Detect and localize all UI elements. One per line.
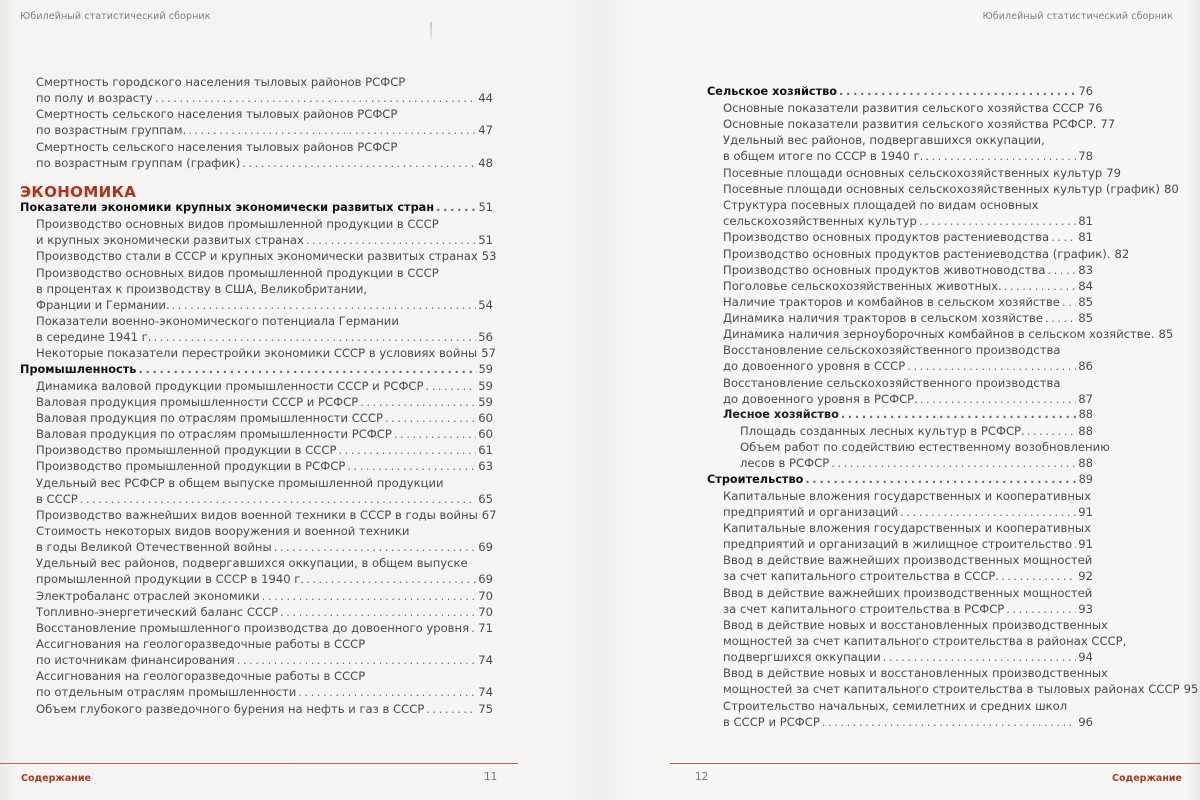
toc-entry-text: Показатели военно-экономического потенциала Германии	[36, 314, 399, 329]
toc-entry-text: Динамика наличия тракторов в сельском хозяйстве	[723, 311, 1043, 326]
toc-page-number: 91	[1078, 537, 1093, 552]
toc-entry-text: Посевные площади основных сельскохозяйственных культур	[723, 165, 1103, 180]
toc-entry[interactable]	[36, 426, 493, 442]
toc-page-number: 47	[478, 123, 493, 138]
toc-section-entry[interactable]	[707, 472, 1093, 488]
running-head: Юбилейный статистический сборник	[20, 11, 211, 22]
dot-leader	[153, 329, 476, 345]
footer-label: Содержание	[1112, 773, 1182, 784]
dot-leader	[1006, 601, 1076, 617]
toc-page-number: 53	[481, 249, 497, 264]
toc-entry-text: Стоимость некоторых видов вооружения и военной техники	[36, 524, 410, 538]
dot-leader	[347, 458, 476, 474]
toc-entry-text: Поголовье сельскохозяйственных животных.	[723, 278, 1002, 293]
toc-entry-text: Топливно-энергетический баланс СССР	[36, 604, 279, 619]
toc-entry-text: Производство промышленной продукции в СССР	[36, 443, 337, 458]
toc-entry[interactable]	[723, 617, 1127, 665]
toc-page-number: 44	[478, 91, 493, 105]
toc-entry-text: Восстановление сельскохозяйственного производства	[723, 375, 1061, 390]
toc-entry-text: Капитальные вложения государственных и кооперативных	[723, 521, 1091, 536]
toc-entry[interactable]	[723, 665, 1199, 697]
toc-entry[interactable]	[723, 165, 1121, 181]
toc-entry[interactable]	[723, 278, 1093, 294]
toc-entry[interactable]	[36, 106, 493, 138]
toc-page-number: 70	[478, 588, 493, 603]
toc-entry[interactable]	[36, 410, 493, 426]
dot-leader	[274, 539, 477, 555]
toc-entry-text: Сельское хозяйство	[707, 85, 838, 98]
dot-leader	[155, 90, 476, 106]
dot-leader	[471, 620, 476, 636]
dot-leader	[237, 652, 477, 668]
toc-entry-text: Производство стали в СССР и крупных экономически развитых странах	[36, 249, 478, 264]
toc-entry-text: Капитальные вложения государственных и кооперативных	[723, 488, 1091, 503]
toc-entry-text: Лесное хозяйство	[723, 408, 839, 421]
toc-entry[interactable]	[36, 458, 493, 474]
toc-entry-text: Удельный вес РСФСР в общем выпуске промышленной продукции	[36, 475, 444, 490]
toc-entry[interactable]	[723, 229, 1093, 245]
toc-page-number: 86	[1078, 359, 1093, 374]
toc-entry-text: Производство основных видов промышленной продукции в СССР	[36, 265, 439, 280]
toc-entry[interactable]	[740, 439, 1110, 471]
toc-page-number: 74	[478, 653, 493, 668]
toc-entry-text: Наличие тракторов и комбайнов в сельском хозяйстве	[723, 294, 1060, 309]
toc-entry-text: Валовая продукция по отраслям промышленности СССР	[36, 410, 383, 425]
dot-leader	[426, 701, 476, 717]
toc-entry-text: в процентах к производству в США, Великобритании,	[36, 281, 368, 296]
toc-entry[interactable]	[36, 555, 493, 587]
toc-page-number: 70	[478, 604, 493, 619]
toc-entry-text: Строительство начальных, семилетних и средних школ	[723, 698, 1068, 713]
dot-leader	[280, 604, 476, 620]
toc-page-number: 81	[1078, 230, 1093, 245]
toc-page-number: 79	[1106, 165, 1121, 180]
toc-entry-text: подвергшихся оккупации	[723, 649, 881, 664]
toc-entry-text: лесов в РСФСР	[740, 456, 830, 471]
toc-entry[interactable]	[723, 116, 1116, 132]
toc-entry-text: Восстановление промышленного производства до довоенного уровня	[36, 620, 470, 635]
toc-page-number: 93	[1078, 601, 1093, 616]
dot-leader	[242, 155, 476, 171]
dot-leader	[188, 122, 476, 138]
section-title: ЭКОНОМИКА	[20, 183, 137, 201]
toc-page-number: 48	[478, 155, 493, 170]
toc-entry[interactable]	[723, 246, 1130, 262]
toc-entry[interactable]	[36, 74, 493, 106]
dot-leader	[80, 491, 476, 507]
dot-leader	[1027, 423, 1077, 439]
toc-entry-text: Ассигнования на геологоразведочные работы в СССР	[36, 669, 366, 684]
toc-entry[interactable]	[740, 423, 1093, 439]
dot-leader	[919, 213, 1076, 229]
toc-page-number: 85	[1158, 327, 1174, 342]
toc-entry-text: по возрастным группам.	[36, 123, 187, 138]
toc-entry-text: Динамика наличия зерноуборочных комбайнов в сельском хозяйстве.	[723, 327, 1155, 342]
toc-entry-text: Основные показатели развития сельского хозяйства СССР	[723, 101, 1084, 116]
toc-entry[interactable]	[36, 394, 493, 410]
dot-leader	[262, 588, 477, 604]
toc-entry-text: Электробаланс отраслей экономики	[36, 588, 260, 603]
toc-entry-text: до довоенного уровня в РСФСР.	[723, 391, 918, 406]
page-number: 11	[484, 771, 498, 783]
toc-page-number: 75	[478, 701, 493, 716]
dot-leader	[436, 200, 477, 216]
toc-page-number: 76	[1078, 85, 1093, 98]
dot-leader	[138, 362, 476, 378]
dot-leader	[883, 649, 1076, 665]
toc-page-number: 95	[1183, 682, 1199, 697]
toc-entry-text: мощностей за счет капитального строительства в тыловых районах СССР	[723, 682, 1180, 697]
toc-page-number: 96	[1078, 714, 1093, 729]
footer-rule	[0, 763, 518, 764]
toc-entry-text: предприятий и организаций в жилищное строительство	[723, 537, 1073, 552]
toc-entry-text: Франции и Германии.	[36, 297, 170, 312]
toc-entry[interactable]	[723, 520, 1093, 552]
toc-entry-text: в середине 1941 г.	[36, 330, 152, 345]
toc-entry[interactable]	[36, 265, 493, 313]
toc-page-number: 63	[478, 459, 493, 474]
dot-leader	[385, 410, 476, 426]
toc-page-number: 88	[1078, 456, 1093, 471]
dot-leader	[394, 426, 476, 442]
toc-entry-text: Посевные площади основных сельскохозяйственных культур (график)	[723, 181, 1160, 196]
toc-entry-text: Производство основных видов промышленной продукции в СССР	[36, 217, 439, 232]
toc-page-number: 76	[1087, 101, 1103, 116]
toc-entry[interactable]	[36, 620, 493, 636]
toc-page-number: 51	[478, 201, 493, 214]
toc-entry-text: предприятий и организаций	[723, 504, 899, 519]
toc-entry-text: Ввод в действие новых и восстановленных производственных	[723, 617, 1108, 632]
toc-page-number: 51	[478, 233, 493, 248]
toc-page-number: 54	[478, 297, 493, 312]
toc-page-number: 69	[478, 572, 493, 587]
toc-entry[interactable]	[723, 310, 1093, 326]
dot-leader	[1051, 229, 1076, 245]
toc-entry-text: Валовая продукция по отраслям промышленности РСФСР	[36, 427, 392, 442]
paper-blemish	[430, 22, 432, 40]
toc-page-number: 81	[1078, 214, 1093, 229]
toc-page-number: 65	[478, 491, 493, 506]
toc-entry-text: Производство важнейших видов военной техники в СССР в годы войны	[36, 507, 478, 522]
toc-entry-text: Производство основных продуктов животноводства	[723, 262, 1046, 277]
toc-subsection-entry[interactable]	[723, 407, 1093, 423]
toc-page-number: 56	[478, 330, 493, 345]
dot-leader	[805, 472, 1076, 488]
toc-entry-text: Восстановление сельскохозяйственного производства	[723, 343, 1061, 358]
dot-leader	[426, 378, 477, 394]
toc-entry[interactable]	[36, 668, 493, 700]
dot-leader	[1045, 310, 1076, 326]
dot-leader	[1001, 568, 1076, 584]
toc-entry-text: до довоенного уровня в СССР	[723, 359, 906, 374]
dot-leader	[306, 232, 476, 248]
toc-entry-text: Производство основных продуктов растениеводства	[723, 230, 1050, 245]
toc-entry-text: Смертность сельского населения тыловых районов РСФСР	[36, 139, 398, 154]
toc-entry-text: Объем работ по содействию естественному возобновлению	[740, 440, 1110, 455]
toc-entry[interactable]	[36, 442, 493, 458]
footer-label: Содержание	[21, 773, 91, 784]
dot-leader	[841, 407, 1077, 423]
toc-entry[interactable]	[36, 216, 493, 248]
toc-section-entry[interactable]	[20, 200, 493, 216]
toc-entry-text: Показатели экономики крупных экономически развитых стран	[20, 201, 435, 214]
toc-entry[interactable]	[723, 262, 1093, 278]
toc-entry[interactable]	[36, 636, 493, 668]
toc-page-number: 88	[1078, 408, 1093, 421]
toc-entry-text: по возрастным группам (график)	[36, 155, 241, 170]
toc-entry-text: в СССР	[36, 491, 78, 506]
toc-page-number: 57	[481, 346, 496, 361]
toc-entry-text: промышленной продукции в СССР в 1940 г.	[36, 572, 305, 587]
toc-page-number: 61	[478, 443, 493, 458]
toc-page-number: 69	[478, 540, 493, 554]
toc-page-number: 60	[478, 427, 493, 442]
dot-leader	[925, 148, 1076, 164]
dot-leader	[1047, 262, 1076, 278]
toc-entry[interactable]	[723, 342, 1093, 374]
toc-entry[interactable]	[36, 507, 497, 523]
toc-entry[interactable]	[36, 701, 493, 717]
toc-entry-text: Производство основных продуктов растениеводства (график).	[723, 246, 1111, 261]
toc-entry-text: по источникам финансирования	[36, 653, 235, 668]
toc-entry-text: Ввод в действие важнейших производственных мощностей	[723, 585, 1093, 600]
toc-entry[interactable]	[36, 475, 493, 507]
toc-page-number: 80	[1163, 181, 1179, 196]
toc-entry-text: Смертность сельского населения тыловых районов РСФСР	[36, 107, 398, 122]
footer-rule	[670, 763, 1200, 764]
toc-page-number: 85	[1078, 294, 1093, 309]
toc-page-number: 67	[481, 507, 497, 522]
toc-entry[interactable]	[36, 604, 493, 620]
toc-entry[interactable]	[723, 100, 1103, 116]
toc-entry-text: Некоторые показатели перестройки экономики СССР в условиях войны	[36, 346, 478, 361]
toc-entry-text: за счет капитального строительства в СССР.	[723, 569, 1000, 584]
toc-page-number: 89	[1078, 472, 1093, 486]
toc-entry-text: в общем итоге по СССР в 1940 г.	[723, 149, 924, 164]
toc-page-number: 82	[1114, 246, 1130, 261]
toc-entry-text: и крупных экономически развитых странах	[36, 233, 304, 248]
toc-entry-text: Объем глубокого разведочного бурения на нефть и газ в СССР	[36, 701, 425, 716]
toc-entry-text: Валовая продукция промышленности СССР и РСФСР	[36, 394, 359, 409]
dot-leader	[831, 455, 1076, 471]
toc-entry-text: Производство промышленной продукции в РСФСР	[36, 459, 346, 474]
toc-entry-text: Динамика валовой продукции промышленности СССР и РСФСР	[36, 378, 424, 393]
dot-leader	[1004, 278, 1077, 294]
toc-page-number: 59	[478, 362, 493, 376]
toc-page-number: 94	[1078, 649, 1093, 664]
toc-entry[interactable]	[723, 181, 1179, 197]
page-number: 12	[695, 771, 709, 783]
toc-entry-text: Площадь созданных лесных культур в РСФСР.	[740, 424, 1025, 439]
toc-entry-text: Строительство	[707, 472, 804, 486]
toc-entry[interactable]	[36, 248, 497, 264]
toc-page-number: 84	[1078, 278, 1093, 293]
toc-entry[interactable]	[723, 488, 1093, 520]
running-head: Юбилейный статистический сборник	[982, 11, 1173, 22]
toc-section-entry[interactable]	[707, 84, 1093, 100]
toc-page-number: 59	[478, 394, 493, 409]
toc-entry-text: по полу и возрасту	[36, 91, 153, 105]
toc-page-number: 83	[1078, 262, 1093, 277]
toc-page-number: 88	[1078, 424, 1093, 439]
toc-entry[interactable]	[723, 698, 1093, 730]
dot-leader	[338, 442, 476, 458]
dot-leader	[822, 714, 1076, 730]
toc-entry[interactable]	[723, 197, 1093, 229]
toc-page-number: 71	[478, 620, 493, 635]
toc-entry-text: мощностей за счет капитального строительства в районах СССР,	[723, 633, 1127, 648]
toc-section-entry[interactable]	[20, 362, 493, 378]
toc-entry[interactable]	[723, 585, 1093, 617]
toc-entry-text: Структура посевных площадей по видам основных	[723, 198, 1039, 213]
toc-entry[interactable]	[36, 588, 493, 604]
toc-entry[interactable]	[723, 132, 1093, 164]
toc-entry[interactable]	[36, 378, 493, 394]
toc-entry[interactable]	[36, 345, 496, 361]
right-page	[600, 0, 1200, 800]
toc-entry-text: по отдельным отраслям промышленности	[36, 685, 297, 700]
toc-entry[interactable]	[36, 313, 493, 345]
dot-leader	[1062, 294, 1076, 310]
toc-entry-text: в годы Великой Отечественной войны	[36, 540, 272, 554]
toc-page-number: 60	[478, 410, 493, 425]
toc-entry-text: Промышленность	[20, 362, 137, 376]
dot-leader	[920, 391, 1076, 407]
toc-entry-text: Удельный вес районов, подвергавшихся оккупации, в общем выпуске	[36, 556, 468, 571]
toc-entry-text: Основные показатели развития сельского хозяйства РСФСР.	[723, 117, 1097, 132]
dot-leader	[900, 504, 1076, 520]
dot-leader	[360, 394, 476, 410]
dot-leader	[172, 297, 477, 313]
toc-page-number: 91	[1078, 504, 1093, 519]
toc-page-number: 85	[1078, 311, 1093, 326]
toc-page-number: 92	[1078, 569, 1093, 584]
toc-page-number: 74	[478, 685, 493, 700]
toc-entry-text: Ввод в действие новых и восстановленных производственных	[723, 666, 1108, 681]
toc-entry-text: Удельный вес районов, подвергавшихся оккупации,	[723, 133, 1045, 148]
toc-entry-text: сельскохозяйственных культур	[723, 214, 917, 229]
toc-page-number: 87	[1078, 391, 1093, 406]
dot-leader	[298, 684, 476, 700]
toc-entry-text: в СССР и РСФСР	[723, 714, 820, 729]
toc-page-number: 59	[478, 378, 493, 393]
toc-entry-text: Ввод в действие важнейших производственных мощностей	[723, 553, 1093, 568]
toc-entry[interactable]	[36, 523, 493, 555]
dot-leader	[839, 84, 1077, 100]
toc-entry[interactable]	[723, 294, 1093, 310]
dot-leader	[907, 358, 1076, 374]
toc-entry[interactable]	[36, 139, 493, 171]
dot-leader	[306, 571, 476, 587]
toc-entry[interactable]	[723, 326, 1174, 342]
dot-leader	[1074, 536, 1076, 552]
toc-entry[interactable]	[723, 375, 1093, 407]
toc-page-number: 78	[1078, 149, 1093, 164]
toc-entry-text: за счет капитального строительства в РСФСР	[723, 601, 1005, 616]
toc-page-number: 77	[1100, 117, 1116, 132]
toc-entry-text: Ассигнования на геологоразведочные работы в СССР	[36, 637, 366, 652]
toc-entry[interactable]	[723, 552, 1093, 584]
toc-entry-text: Смертность городского населения тыловых районов РСФСР	[36, 75, 406, 89]
